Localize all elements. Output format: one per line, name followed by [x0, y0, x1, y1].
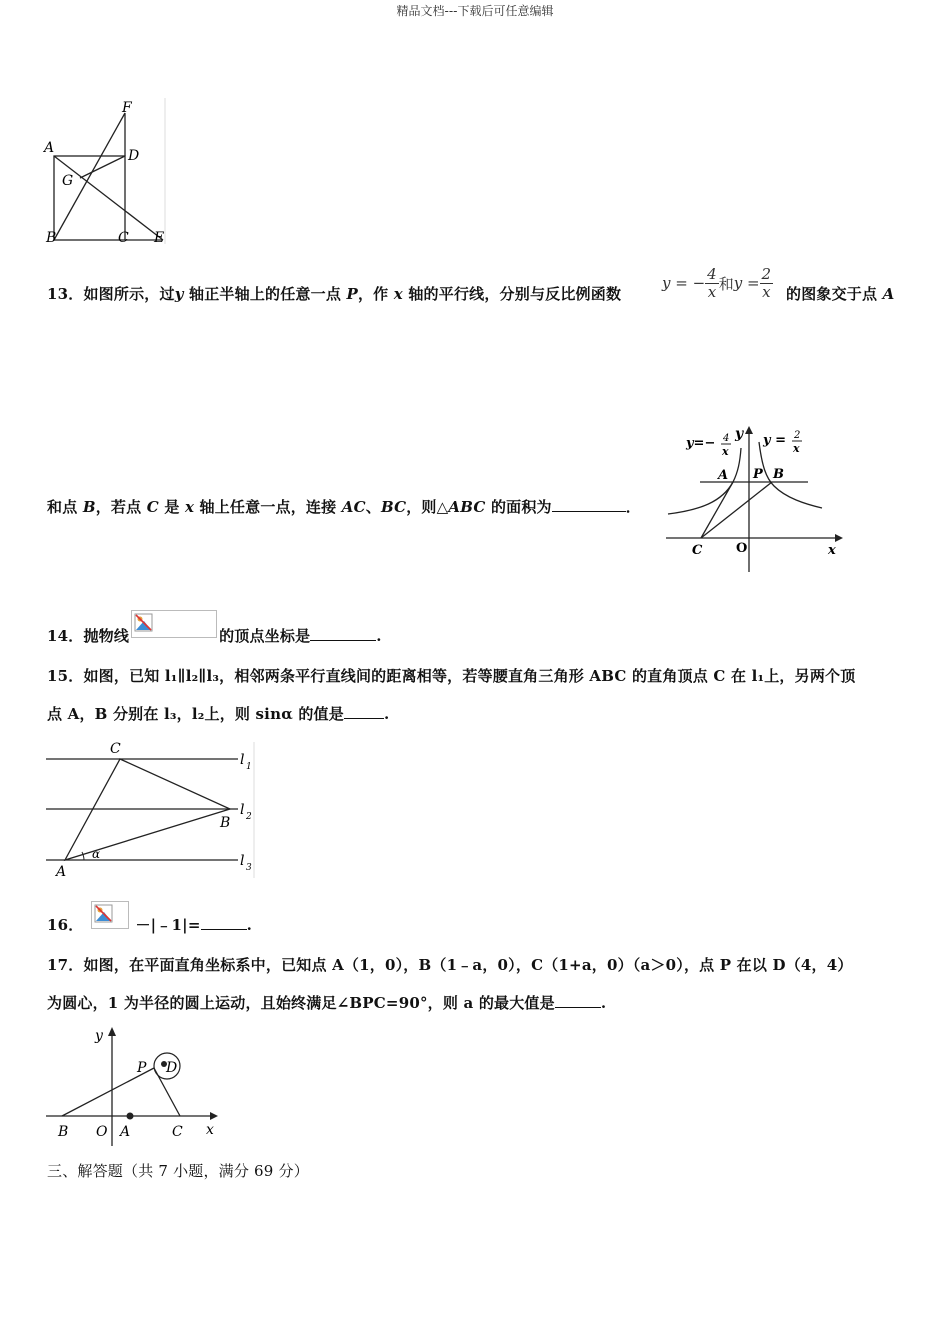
question-13-line-1-end: 的图象交于点 A	[786, 285, 895, 303]
broken-image-icon	[131, 610, 217, 638]
question-15-line-2: 点 A，B 分别在 l₃，l₂上，则 sinα 的值是 .	[47, 705, 390, 723]
question-15-line-1: 15．如图，已知 l₁∥l₂∥l₃，相邻两条平行直线间的距离相等，若等腰直角三角形 ABC 的直角顶点 C 在 l₁上，另两个顶	[47, 667, 856, 685]
svg-text:B: B	[58, 1124, 69, 1140]
svg-text:B: B	[773, 467, 784, 482]
section-3-heading: 三、解答题（共 7 小题，满分 69 分）	[47, 1162, 309, 1180]
svg-text:A: A	[56, 864, 67, 880]
question-16: 16． －|﹣1|= .	[47, 907, 252, 935]
svg-text:2: 2	[794, 430, 801, 441]
svg-text:y =: y =	[763, 433, 786, 448]
answer-blank-14[interactable]	[310, 626, 376, 641]
svg-text:x: x	[828, 543, 836, 558]
svg-text:2: 2	[246, 812, 252, 822]
svg-text:4: 4	[723, 433, 730, 444]
answer-blank-13[interactable]	[552, 497, 626, 512]
svg-text:3: 3	[246, 863, 252, 873]
inverse-function-formula: y = − $\frac{4}{x}$ 和 y = $\frac{2}{x}$	[662, 265, 772, 301]
question-13-line-1: 13．如图所示，过y 轴正半轴上的任意一点 P，作 x 轴的平行线，分别与反比例函数	[47, 285, 622, 303]
svg-text:l: l	[240, 802, 245, 818]
svg-text:x: x	[206, 1122, 214, 1138]
svg-text:C: C	[172, 1124, 183, 1140]
page-header: 精品文档---下载后可任意编辑	[396, 4, 554, 18]
question-17-line-2: 为圆心，1 为半径的圆上运动，且始终满足∠BPC=90°，则 a 的最大值是 .	[47, 994, 607, 1012]
svg-text:P: P	[137, 1060, 147, 1076]
answer-blank-17[interactable]	[555, 993, 601, 1008]
inverse-function-graph	[660, 424, 845, 576]
label-C: C	[118, 230, 129, 246]
label-D: D	[128, 148, 140, 164]
label-B: B	[46, 230, 57, 246]
svg-text:l: l	[240, 853, 245, 869]
svg-text:O: O	[736, 541, 748, 556]
svg-text:C: C	[110, 741, 121, 757]
svg-text:O: O	[96, 1124, 108, 1140]
svg-text:y=−: y=−	[686, 436, 716, 451]
svg-text:1: 1	[246, 762, 252, 772]
svg-text:A: A	[718, 468, 729, 483]
svg-text:l: l	[240, 752, 245, 768]
parallel-lines-triangle-figure	[40, 738, 260, 880]
svg-text:x: x	[793, 442, 800, 455]
geometry-figure-square	[40, 98, 175, 248]
svg-text:α: α	[92, 847, 101, 861]
svg-text:x: x	[722, 445, 729, 458]
broken-image-icon-2	[91, 901, 129, 929]
svg-text:B: B	[220, 815, 231, 831]
label-G: G	[62, 173, 74, 189]
question-14: 14．抛物线 的顶点坐标是 .	[47, 618, 382, 646]
svg-text:y: y	[735, 426, 744, 442]
svg-text:D: D	[166, 1060, 178, 1076]
svg-text:A: A	[120, 1124, 131, 1140]
question-13-line-2: 和点 B，若点 C 是 x 轴上任意一点，连接 AC、BC，则△ABC 的面积为 ．	[47, 498, 641, 516]
svg-text:P: P	[753, 467, 763, 482]
question-17-line-1: 17．如图，在平面直角坐标系中，已知点 A（1，0），B（1﹣a，0），C（1+a，0）（a＞0），点 P 在以 D（4，4）	[47, 956, 853, 974]
answer-blank-16[interactable]	[201, 915, 247, 930]
label-F: F	[122, 100, 132, 116]
label-E: E	[154, 230, 165, 246]
coordinate-circle-figure	[40, 1022, 220, 1150]
svg-text:y: y	[95, 1028, 103, 1044]
answer-blank-15[interactable]	[344, 704, 384, 719]
label-A: A	[44, 140, 55, 156]
svg-text:C: C	[692, 543, 703, 558]
